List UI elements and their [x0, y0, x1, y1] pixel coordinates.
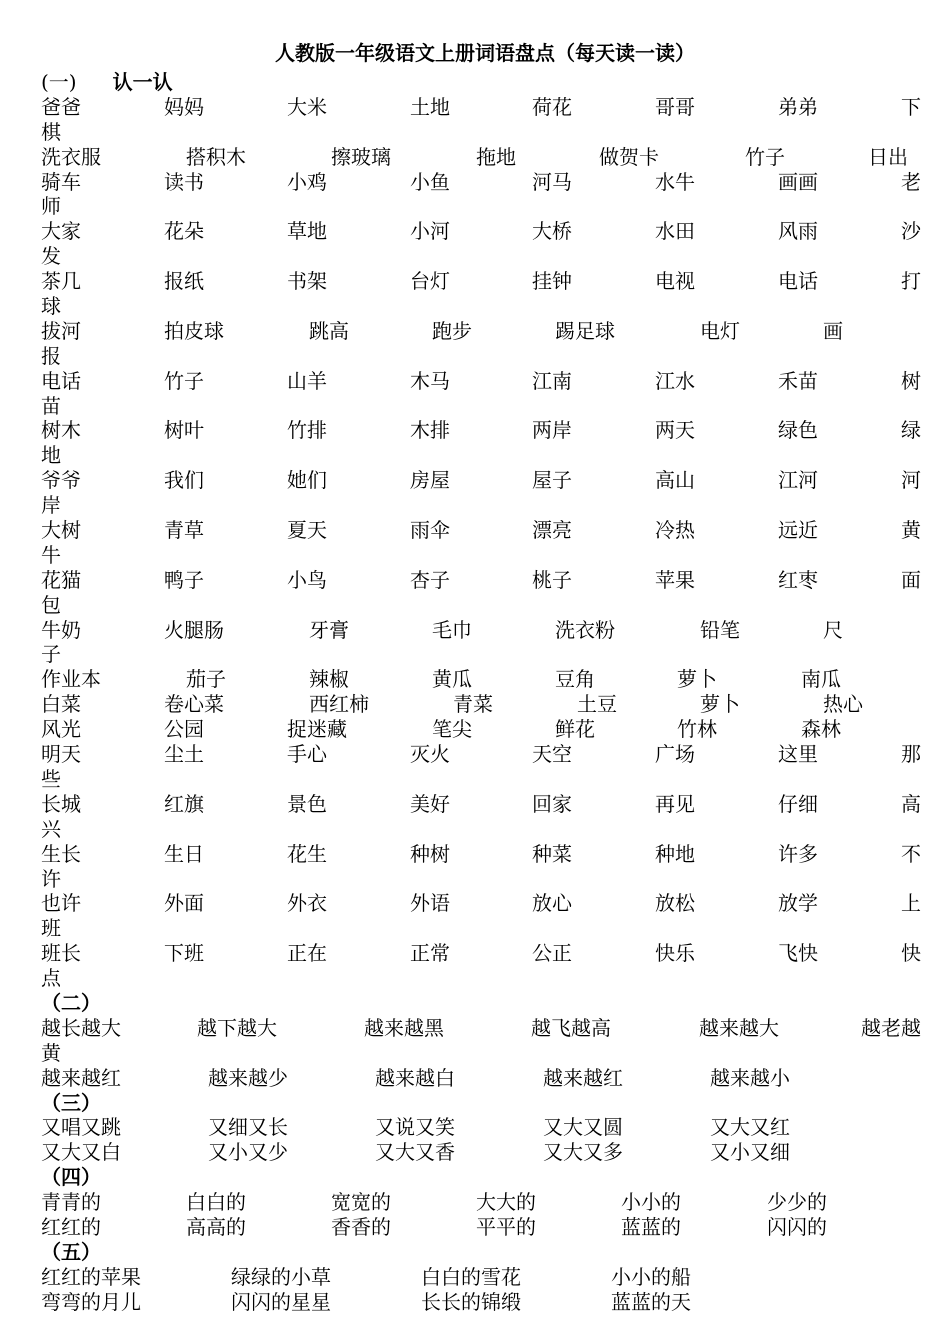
- word-item: 作业本: [41, 667, 101, 692]
- word-item: 风光: [41, 717, 81, 742]
- word-item-wrap-start: 沙: [901, 219, 921, 244]
- word-item: 屋子: [532, 468, 572, 493]
- word-item: 许多: [778, 841, 818, 866]
- word-row-continuation: [41, 120, 921, 145]
- word-item: 高山: [655, 468, 695, 493]
- word-item: 景色: [287, 791, 327, 816]
- word-item: 辣椒: [309, 667, 349, 692]
- word-item: 尘土: [164, 742, 204, 767]
- word-item-wrap-start: 快: [901, 941, 921, 966]
- word-item: 鲜花: [555, 717, 595, 742]
- word-item: 越来越大: [699, 1015, 779, 1040]
- word-row-continuation: [41, 294, 921, 319]
- word-item: 尺: [823, 617, 843, 642]
- word-item: 白菜: [41, 692, 81, 717]
- word-row-continuation: [41, 543, 921, 568]
- word-item: 少少的: [767, 1190, 827, 1215]
- word-item: 放学: [778, 891, 818, 916]
- word-item: 森林: [801, 717, 841, 742]
- word-row-continuation: [41, 344, 921, 369]
- word-item-wrap-end: 岸: [41, 493, 61, 518]
- word-item: 萝卜: [677, 667, 717, 692]
- word-item-wrap-start: 绿: [901, 418, 921, 443]
- word-item: 热心: [823, 692, 863, 717]
- word-item: 大家: [41, 219, 81, 244]
- word-item: 爸爸: [41, 94, 81, 119]
- word-item: 小鸡: [287, 169, 327, 194]
- word-item: 大大的: [476, 1190, 536, 1215]
- word-item: 闪闪的: [767, 1214, 827, 1239]
- word-item-wrap-start: 树: [901, 368, 921, 393]
- word-item: 绿色: [778, 418, 818, 443]
- word-item-wrap-start: 面: [901, 567, 921, 592]
- word-item: 外衣: [287, 891, 327, 916]
- word-item: 香香的: [331, 1214, 391, 1239]
- word-item-wrap-start: 不: [901, 841, 921, 866]
- word-item: 竹子: [745, 144, 785, 169]
- word-item: 外语: [410, 891, 450, 916]
- word-item: 木排: [410, 418, 450, 443]
- word-item: 黄瓜: [432, 667, 472, 692]
- word-row-continuation: [41, 1041, 921, 1066]
- word-item-wrap-end: 许: [41, 866, 61, 891]
- section-2-heading: （二）: [41, 990, 101, 1015]
- word-item: 竹子: [164, 368, 204, 393]
- word-item: 风雨: [778, 219, 818, 244]
- word-item: 冷热: [655, 518, 695, 543]
- word-row-continuation: [41, 966, 921, 991]
- word-row-continuation: [41, 593, 921, 618]
- word-row-continuation: [41, 194, 921, 219]
- word-item: 电话: [41, 368, 81, 393]
- word-item: 高高的: [186, 1214, 246, 1239]
- word-item: 爷爷: [41, 468, 81, 493]
- word-item: 电视: [655, 269, 695, 294]
- word-item: 台灯: [410, 269, 450, 294]
- word-item: 班长: [41, 941, 81, 966]
- word-item: 宽宽的: [331, 1190, 391, 1215]
- section-3-heading: （三）: [41, 1090, 101, 1115]
- word-item-wrap-end: 牛: [41, 542, 61, 567]
- word-item: 搭积木: [186, 144, 246, 169]
- word-row: [41, 1290, 921, 1315]
- word-row-continuation: [41, 244, 921, 269]
- word-row: [41, 941, 921, 966]
- word-item: 放松: [655, 891, 695, 916]
- word-row: [41, 145, 921, 170]
- word-row: [41, 1140, 921, 1165]
- word-item-wrap-end: 些: [41, 766, 61, 791]
- word-item-wrap-start: 黄: [901, 518, 921, 543]
- word-row-continuation: [41, 642, 921, 667]
- word-item: 杏子: [410, 567, 450, 592]
- word-item: 花生: [287, 841, 327, 866]
- word-row: [41, 468, 921, 493]
- word-item: 蓝蓝的: [621, 1214, 681, 1239]
- word-item: 洗衣服: [41, 144, 101, 169]
- section-4-heading: （四）: [41, 1165, 101, 1190]
- word-item: 也许: [41, 891, 81, 916]
- section-5-word-list: [41, 1265, 921, 1315]
- word-row-continuation: [41, 916, 921, 941]
- word-item: 笔尖: [432, 717, 472, 742]
- word-row: [41, 518, 921, 543]
- word-row: [41, 269, 921, 294]
- word-row: [41, 891, 921, 916]
- word-item: 踢足球: [555, 318, 615, 343]
- word-item: 长长的锦缎: [421, 1289, 521, 1314]
- word-item: 禾苗: [778, 368, 818, 393]
- word-item: 正常: [410, 941, 450, 966]
- word-item: 房屋: [410, 468, 450, 493]
- word-item: 拖地: [476, 144, 516, 169]
- word-item: 种树: [410, 841, 450, 866]
- word-item: 荷花: [532, 94, 572, 119]
- word-item: 小鸟: [287, 567, 327, 592]
- word-item: 快乐: [655, 941, 695, 966]
- word-item: 萝卜: [700, 692, 740, 717]
- word-item: 红旗: [164, 791, 204, 816]
- word-item: 山羊: [287, 368, 327, 393]
- word-item: 我们: [164, 468, 204, 493]
- word-item-wrap-end: 地: [41, 443, 61, 468]
- word-row-continuation: [41, 443, 921, 468]
- word-item: 挂钟: [532, 269, 572, 294]
- word-item: 公园: [164, 717, 204, 742]
- word-item: 花朵: [164, 219, 204, 244]
- word-item: 江水: [655, 368, 695, 393]
- word-item: 远近: [778, 518, 818, 543]
- word-item: 种菜: [532, 841, 572, 866]
- word-row: [41, 618, 921, 643]
- word-item: 飞快: [778, 941, 818, 966]
- word-row-continuation: [41, 493, 921, 518]
- word-item: 竹排: [287, 418, 327, 443]
- word-item: 草地: [287, 219, 327, 244]
- word-row-continuation: [41, 767, 921, 792]
- word-row: [41, 319, 921, 344]
- word-item: 越下越大: [197, 1015, 277, 1040]
- word-item: 卷心菜: [164, 692, 224, 717]
- word-item: 平平的: [476, 1214, 536, 1239]
- word-item-wrap-start: 老: [901, 169, 921, 194]
- word-item: 回家: [532, 791, 572, 816]
- word-item-wrap-start: 打: [901, 269, 921, 294]
- word-item: 小小的: [621, 1190, 681, 1215]
- word-row: [41, 1190, 921, 1215]
- word-item: 两岸: [532, 418, 572, 443]
- word-item: 又唱又跳: [41, 1115, 121, 1140]
- word-item-wrap-end: 报: [41, 343, 61, 368]
- word-row: [41, 667, 921, 692]
- word-item: 又细又长: [208, 1115, 288, 1140]
- word-item: 又大又多: [543, 1140, 623, 1165]
- word-item: 骑车: [41, 169, 81, 194]
- word-item: 毛巾: [432, 617, 472, 642]
- word-item: 拔河: [41, 318, 81, 343]
- word-item: 越长越大: [41, 1015, 121, 1040]
- word-item: 花猫: [41, 567, 81, 592]
- word-row: [41, 1215, 921, 1240]
- section-5-heading: （五）: [41, 1239, 101, 1264]
- word-item: 木马: [410, 368, 450, 393]
- word-item-wrap-start: 下: [901, 94, 921, 119]
- word-item-wrap-start: 河: [901, 468, 921, 493]
- word-item: 公正: [532, 941, 572, 966]
- word-item: 白白的: [186, 1190, 246, 1215]
- word-item-wrap-end: 兴: [41, 816, 61, 841]
- section-2-word-list: [41, 1016, 921, 1091]
- word-item: 江河: [778, 468, 818, 493]
- word-item: 豆角: [555, 667, 595, 692]
- word-item: 再见: [655, 791, 695, 816]
- word-item: 画: [823, 318, 843, 343]
- word-item: 铅笔: [700, 617, 740, 642]
- word-item: 大桥: [532, 219, 572, 244]
- word-row: [41, 692, 921, 717]
- word-row: [41, 742, 921, 767]
- word-item: 闪闪的星星: [231, 1289, 331, 1314]
- word-item: 跑步: [432, 318, 472, 343]
- word-item: 越来越黑: [364, 1015, 444, 1040]
- word-item: 茶几: [41, 269, 81, 294]
- word-item: 树木: [41, 418, 81, 443]
- word-item: 生长: [41, 841, 81, 866]
- word-item: 红红的苹果: [41, 1264, 141, 1289]
- word-item: 土地: [410, 94, 450, 119]
- word-item: 天空: [532, 742, 572, 767]
- word-item: 茄子: [186, 667, 226, 692]
- word-item: 越来越白: [375, 1065, 455, 1090]
- word-item: 弯弯的月儿: [41, 1289, 141, 1314]
- word-item: 又大又圆: [543, 1115, 623, 1140]
- word-item: 青草: [164, 518, 204, 543]
- word-item: 红枣: [778, 567, 818, 592]
- word-item: 妈妈: [164, 94, 204, 119]
- section-1-subtitle: 认一认: [112, 70, 173, 94]
- word-row: [41, 792, 921, 817]
- word-item: 河马: [532, 169, 572, 194]
- word-item: 电灯: [700, 318, 740, 343]
- word-item: 她们: [287, 468, 327, 493]
- word-item: 青菜: [453, 692, 493, 717]
- word-item: 手心: [287, 742, 327, 767]
- word-item: 两天: [655, 418, 695, 443]
- word-item: 南瓜: [801, 667, 841, 692]
- word-item: 又小又少: [208, 1140, 288, 1165]
- word-item: 又大又香: [375, 1140, 455, 1165]
- word-item: 又小又细: [710, 1140, 790, 1165]
- word-item: 拍皮球: [164, 318, 224, 343]
- word-row: [41, 1066, 921, 1091]
- section-1-word-list: [41, 95, 921, 991]
- word-item: 越来越红: [41, 1065, 121, 1090]
- word-item: 小河: [410, 219, 450, 244]
- word-item: 画画: [778, 169, 818, 194]
- word-item: 哥哥: [655, 94, 695, 119]
- document-page: [41, 40, 921, 1315]
- word-item: 土豆: [577, 692, 617, 717]
- word-item: 漂亮: [532, 518, 572, 543]
- word-item: 蓝蓝的天: [611, 1289, 691, 1314]
- word-item-wrap-start: 上: [901, 891, 921, 916]
- word-item-wrap-start: 越老越: [861, 1015, 921, 1040]
- word-item-wrap-end: 球: [41, 294, 61, 319]
- word-row-continuation: [41, 817, 921, 842]
- word-item: 夏天: [287, 518, 327, 543]
- word-item: 弟弟: [778, 94, 818, 119]
- word-item: 竹林: [677, 717, 717, 742]
- word-item-wrap-start: 高: [901, 791, 921, 816]
- word-item: 树叶: [164, 418, 204, 443]
- word-item: 跳高: [309, 318, 349, 343]
- word-row: [41, 95, 921, 120]
- word-item: 小小的船: [611, 1264, 691, 1289]
- word-item-wrap-end: 发: [41, 244, 61, 269]
- word-item: 正在: [287, 941, 327, 966]
- section-1-heading: [41, 70, 921, 95]
- word-item: 水田: [655, 219, 695, 244]
- word-item: 牛奶: [41, 617, 81, 642]
- word-item: 水牛: [655, 169, 695, 194]
- word-item: 又大又白: [41, 1140, 121, 1165]
- word-item-wrap-end: 班: [41, 916, 61, 941]
- word-item: 雨伞: [410, 518, 450, 543]
- word-item: 电话: [778, 269, 818, 294]
- word-item: 越来越少: [208, 1065, 288, 1090]
- word-item: 长城: [41, 791, 81, 816]
- word-item: 大米: [287, 94, 327, 119]
- word-item: 红红的: [41, 1214, 101, 1239]
- word-item: 越飞越高: [531, 1015, 611, 1040]
- word-item: 这里: [778, 742, 818, 767]
- word-item: 越来越小: [710, 1065, 790, 1090]
- word-row: [41, 1265, 921, 1290]
- word-item: 桃子: [532, 567, 572, 592]
- section-1-number: (一): [41, 70, 77, 94]
- word-item: 江南: [532, 368, 572, 393]
- word-row: [41, 568, 921, 593]
- word-item-wrap-end: 棋: [41, 119, 61, 144]
- word-item: 鸭子: [164, 567, 204, 592]
- word-row-continuation: [41, 394, 921, 419]
- word-item: 西红柿: [309, 692, 369, 717]
- word-item: 下班: [164, 941, 204, 966]
- word-item: 日出: [868, 144, 908, 169]
- word-item: 洗衣粉: [555, 617, 615, 642]
- word-item: 做贺卡: [599, 144, 659, 169]
- word-item: 白白的雪花: [421, 1264, 521, 1289]
- word-item: 灭火: [410, 742, 450, 767]
- word-row-continuation: [41, 867, 921, 892]
- word-row: [41, 1115, 921, 1140]
- section-4-word-list: [41, 1190, 921, 1240]
- word-item-wrap-end: 师: [41, 194, 61, 219]
- word-item: 火腿肠: [164, 617, 224, 642]
- word-item-wrap-end: 包: [41, 592, 61, 617]
- word-row: [41, 418, 921, 443]
- word-item: 放心: [532, 891, 572, 916]
- word-item: 书架: [287, 269, 327, 294]
- word-row: [41, 842, 921, 867]
- word-row: [41, 717, 921, 742]
- word-item: 越来越红: [543, 1065, 623, 1090]
- word-item: 牙膏: [309, 617, 349, 642]
- section-3-word-list: [41, 1115, 921, 1165]
- word-row: [41, 170, 921, 195]
- word-item: 读书: [164, 169, 204, 194]
- document-title: 人教版一年级语文上册词语盘点（每天读一读）: [275, 41, 695, 65]
- word-item: 报纸: [164, 269, 204, 294]
- word-item-wrap-end: 黄: [41, 1040, 61, 1065]
- word-item: 仔细: [778, 791, 818, 816]
- word-row: [41, 1016, 921, 1041]
- word-row: [41, 219, 921, 244]
- word-item: 青青的: [41, 1190, 101, 1215]
- word-item: 生日: [164, 841, 204, 866]
- word-row: [41, 369, 921, 394]
- word-item: 小鱼: [410, 169, 450, 194]
- word-item: 捉迷藏: [287, 717, 347, 742]
- word-item-wrap-end: 苗: [41, 393, 61, 418]
- word-item: 种地: [655, 841, 695, 866]
- word-item-wrap-start: 那: [901, 742, 921, 767]
- word-item: 广场: [655, 742, 695, 767]
- word-item: 擦玻璃: [331, 144, 391, 169]
- word-item-wrap-end: 点: [41, 966, 61, 991]
- word-item: 外面: [164, 891, 204, 916]
- word-item: 大树: [41, 518, 81, 543]
- word-item: 明天: [41, 742, 81, 767]
- word-item: 又说又笑: [375, 1115, 455, 1140]
- word-item: 美好: [410, 791, 450, 816]
- word-item-wrap-end: 子: [41, 642, 61, 667]
- word-item: 绿绿的小草: [231, 1264, 331, 1289]
- word-item: 又大又红: [710, 1115, 790, 1140]
- word-item: 苹果: [655, 567, 695, 592]
